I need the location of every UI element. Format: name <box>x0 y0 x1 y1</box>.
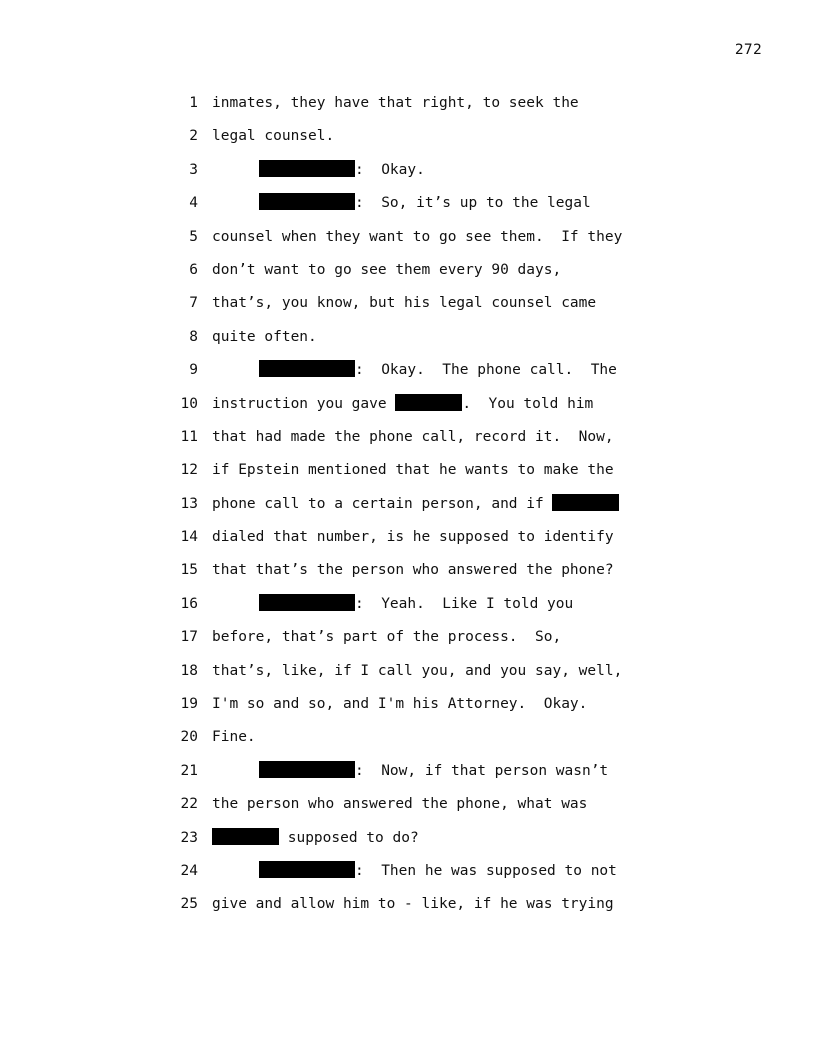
line-number: 3 <box>189 161 198 178</box>
text-segment: : Now, if that person wasn’t <box>355 762 609 779</box>
redacted-speaker-name <box>259 160 355 177</box>
line-number: 21 <box>180 762 198 779</box>
line-text <box>212 688 587 721</box>
text-segment: : Okay. <box>355 161 425 178</box>
text-segment: quite often. <box>212 328 317 345</box>
line-number: 5 <box>189 228 198 245</box>
text-segment: before, that’s part of the process. So, <box>212 629 562 646</box>
text-segment: give and allow him to - like, if he was trying <box>212 896 614 913</box>
redacted-speaker-name <box>259 360 355 377</box>
line-number: 1 <box>189 95 198 111</box>
line-text <box>212 755 608 788</box>
line-text <box>212 554 614 587</box>
line-number: 17 <box>180 629 198 646</box>
transcript-line <box>0 120 816 153</box>
transcript-line <box>0 655 816 688</box>
text-segment: dialed that number, is he supposed to identify <box>212 529 614 546</box>
line-number: 12 <box>180 462 198 479</box>
line-text <box>212 621 561 654</box>
text-segment: counsel when they want to go see them. If they <box>212 228 623 245</box>
text-segment: instruction you gave <box>212 395 396 412</box>
text-segment: . You told him <box>462 395 594 412</box>
transcript-line <box>0 488 816 521</box>
text-segment: don’t want to go see them every 90 days, <box>212 261 562 278</box>
line-number: 19 <box>180 696 198 713</box>
transcript-line <box>0 554 816 587</box>
transcript-line <box>0 855 816 888</box>
transcript-line <box>0 888 816 921</box>
transcript-line <box>0 287 816 320</box>
page-number: 272 <box>734 42 762 58</box>
transcript-line <box>0 187 816 220</box>
transcript-line <box>0 321 816 354</box>
text-segment: supposed to do? <box>279 829 419 846</box>
line-text <box>212 388 593 421</box>
line-number: 13 <box>180 495 198 512</box>
text-segment: : Yeah. Like I told you <box>355 595 574 612</box>
transcript-line <box>0 354 816 387</box>
line-number: 20 <box>180 729 198 746</box>
line-text <box>212 154 425 187</box>
transcript-line <box>0 755 816 788</box>
text-segment: that that’s the person who answered the phone? <box>212 562 614 579</box>
line-number: 22 <box>180 796 198 813</box>
transcript-line <box>0 454 816 487</box>
transcript-line <box>0 221 816 254</box>
text-segment: phone call to a certain person, and if <box>212 495 553 512</box>
line-text <box>212 788 587 821</box>
transcript-line <box>0 154 816 187</box>
line-text <box>212 488 619 521</box>
line-number: 14 <box>180 529 198 546</box>
line-text <box>212 254 561 287</box>
text-segment: that’s, like, if I call you, and you say, well, <box>212 662 623 679</box>
transcript-line <box>0 688 816 721</box>
line-text <box>212 454 614 487</box>
transcript-line <box>0 621 816 654</box>
text-segment: the person who answered the phone, what was <box>212 796 588 813</box>
line-text <box>212 521 614 554</box>
transcript-line <box>0 254 816 287</box>
line-number: 23 <box>180 829 198 846</box>
line-text <box>212 321 317 354</box>
line-number: 11 <box>180 428 198 445</box>
redacted-speaker-name <box>259 193 355 210</box>
line-number: 8 <box>189 328 198 345</box>
line-number: 24 <box>180 862 198 879</box>
redacted-name <box>552 494 619 511</box>
line-number: 18 <box>180 662 198 679</box>
transcript-line <box>0 588 816 621</box>
line-text <box>212 221 622 254</box>
line-number: 6 <box>189 261 198 278</box>
text-segment: that’s, you know, but his legal counsel came <box>212 295 597 312</box>
line-number: 7 <box>189 295 198 312</box>
transcript-line <box>0 721 816 754</box>
redacted-speaker-name <box>259 861 355 878</box>
text-segment: legal counsel. <box>212 128 335 145</box>
redacted-speaker-name <box>259 761 355 778</box>
line-number: 2 <box>189 128 198 145</box>
line-text <box>212 855 617 888</box>
transcript-line <box>0 421 816 454</box>
line-text <box>212 822 419 855</box>
line-text <box>212 421 614 454</box>
line-text <box>212 187 591 220</box>
line-text <box>212 287 596 320</box>
line-text <box>212 87 579 120</box>
text-segment: : Then he was supposed to not <box>355 862 617 879</box>
redacted-name <box>212 828 279 845</box>
transcript-body <box>0 87 816 922</box>
line-text <box>212 588 573 621</box>
text-segment: I'm so and so, and I'm his Attorney. Okay. <box>212 696 588 713</box>
line-text <box>212 888 614 921</box>
line-number: 4 <box>189 195 198 212</box>
transcript-line <box>0 388 816 421</box>
line-number: 25 <box>180 896 198 913</box>
line-number: 15 <box>180 562 198 579</box>
line-text <box>212 721 256 754</box>
line-number: 16 <box>180 595 198 612</box>
text-segment: : Okay. The phone call. The <box>355 362 617 379</box>
line-text <box>212 354 617 387</box>
transcript-line <box>0 521 816 554</box>
redacted-name <box>395 394 462 411</box>
line-text <box>212 655 622 688</box>
line-text <box>212 120 334 153</box>
line-number: 10 <box>180 395 198 412</box>
text-segment: if Epstein mentioned that he wants to make the <box>212 462 614 479</box>
text-segment: inmates, they have that right, to seek the <box>212 95 579 111</box>
transcript-line <box>0 788 816 821</box>
line-number: 9 <box>189 362 198 379</box>
transcript-line <box>0 87 816 120</box>
text-segment: Fine. <box>212 729 256 746</box>
redacted-speaker-name <box>259 594 355 611</box>
text-segment: that had made the phone call, record it. Now, <box>212 428 614 445</box>
transcript-line <box>0 822 816 855</box>
text-segment: : So, it’s up to the legal <box>355 195 591 212</box>
